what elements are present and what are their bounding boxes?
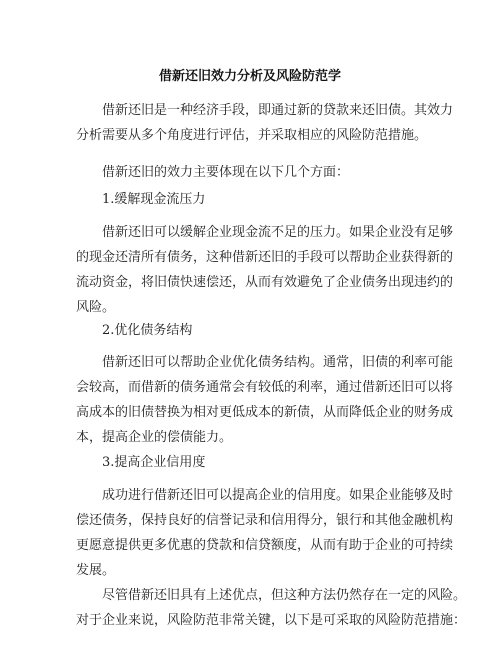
paragraph-line: 更愿意提供更多优惠的贷款和信贷额度，从而有助于企业的可持续 bbox=[76, 538, 454, 553]
paragraph-line: 借新还旧可以帮助企业优化债务结构。通常，旧债的利率可能 bbox=[102, 355, 454, 370]
paragraph-line: 本，提高企业的偿债能力。 bbox=[76, 430, 233, 445]
section-paragraph-1 bbox=[76, 220, 454, 320]
aspects-intro-paragraph bbox=[76, 160, 446, 185]
paragraph-line: 尽管借新还旧具有上述优点，但这种方法仍然存在一定的风险。 bbox=[102, 588, 467, 603]
paragraph-line: 高成本的旧债替换为相对更低成本的新债，从而降低企业的财务成 bbox=[76, 405, 454, 420]
paragraph-line: 流动资金，将旧债快速偿还，从而有效避免了企业债务出现违约的 bbox=[76, 275, 454, 290]
paragraph-line: 发展。 bbox=[76, 563, 116, 578]
paragraph-line: 会较高，而借新的债务通常会有较低的利率，通过借新还旧可以将 bbox=[76, 380, 454, 395]
section-heading-2: 2.优化债务结构 bbox=[102, 323, 193, 338]
paragraph-line: 偿还债务，保持良好的信誉记录和信用得分，银行和其他金融机构 bbox=[76, 513, 454, 528]
paragraph-line: 的现金还清所有债务，这种借新还旧的手段可以帮助企业获得新的 bbox=[76, 250, 454, 265]
paragraph-line: 分析需要从多个角度进行评估，并采取相应的风险防范措施。 bbox=[76, 128, 428, 143]
paragraph-line: 借新还旧可以缓解企业现金流不足的压力。如果企业没有足够 bbox=[102, 225, 454, 240]
closing-paragraph bbox=[76, 583, 467, 633]
paragraph-line: 风险。 bbox=[76, 300, 116, 315]
paragraph-line: 成功进行借新还旧可以提高企业的信用度。如果企业能够及时 bbox=[102, 488, 454, 503]
section-paragraph-2 bbox=[76, 350, 454, 450]
paragraph-line: 借新还旧的效力主要体现在以下几个方面： bbox=[102, 165, 350, 180]
paragraph-line: 对于企业来说，风险防范非常关键，以下是可采取的风险防范措施： bbox=[76, 613, 467, 628]
document-title: 借新还旧效力分析及风险防范学 bbox=[158, 69, 341, 84]
intro-paragraph bbox=[76, 98, 454, 148]
paragraph-line: 借新还旧是一种经济手段，即通过新的贷款来还旧债。其效力 bbox=[102, 103, 454, 118]
section-paragraph-3 bbox=[76, 483, 454, 583]
section-heading-3: 3.提高企业信用度 bbox=[102, 455, 206, 470]
section-heading-1: 1.缓解现金流压力 bbox=[102, 192, 206, 207]
